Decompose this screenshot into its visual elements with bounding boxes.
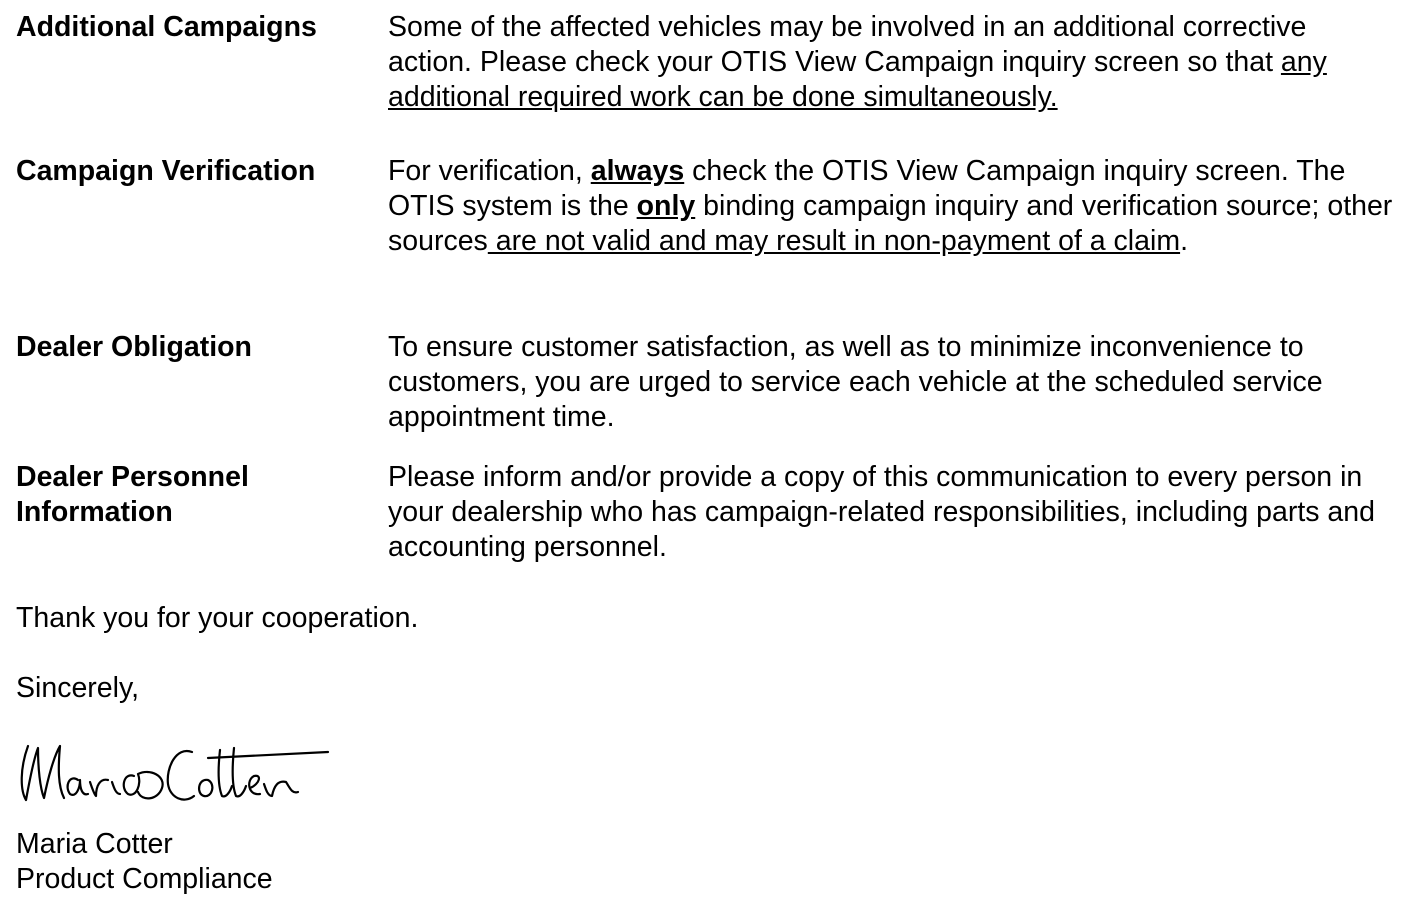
body-text: For verification,	[388, 155, 591, 187]
section-label-line: Dealer Personnel	[16, 461, 249, 493]
underlined-text: any additional required work can be done simultaneously.	[388, 46, 1327, 113]
section-label-line: Information	[16, 496, 173, 528]
body-text: check the OTIS View Campaign inquiry screen. The OTIS system is the	[388, 155, 1346, 222]
section-label: Dealer Obligation	[16, 331, 252, 363]
sign-off: Sincerely,	[16, 672, 140, 704]
body-text: Some of the affected vehicles may be involved in an additional corrective action. Please check your OTIS View Campaign inquiry screen so that	[388, 11, 1307, 78]
emphasis-only: only	[636, 190, 696, 222]
section-body: To ensure customer satisfaction, as well as to minimize inconvenience to customers, you are urged to service each vehicle at the scheduled service appointment time.	[388, 331, 1323, 433]
signer-title: Product Compliance	[16, 863, 273, 895]
section-label: Additional Campaigns	[16, 11, 317, 43]
handwritten-signature	[16, 728, 336, 808]
section-body	[388, 154, 1398, 259]
body-text: .	[1180, 225, 1188, 257]
underlined-text: are not valid and may result in non-payment of a claim	[487, 225, 1181, 257]
section-body	[388, 10, 1398, 115]
section-body: Please inform and/or provide a copy of this communication to every person in your dealership who has campaign-related responsibilities, including parts and accounting personnel.	[388, 461, 1375, 563]
emphasis-always: always	[590, 155, 685, 187]
thank-you-line: Thank you for your cooperation.	[16, 602, 419, 634]
body-text: binding campaign inquiry and verification source; other sources	[388, 190, 1393, 257]
signer-name: Maria Cotter	[16, 828, 173, 860]
section-label: Campaign Verification	[16, 155, 316, 187]
section-label	[16, 460, 366, 530]
